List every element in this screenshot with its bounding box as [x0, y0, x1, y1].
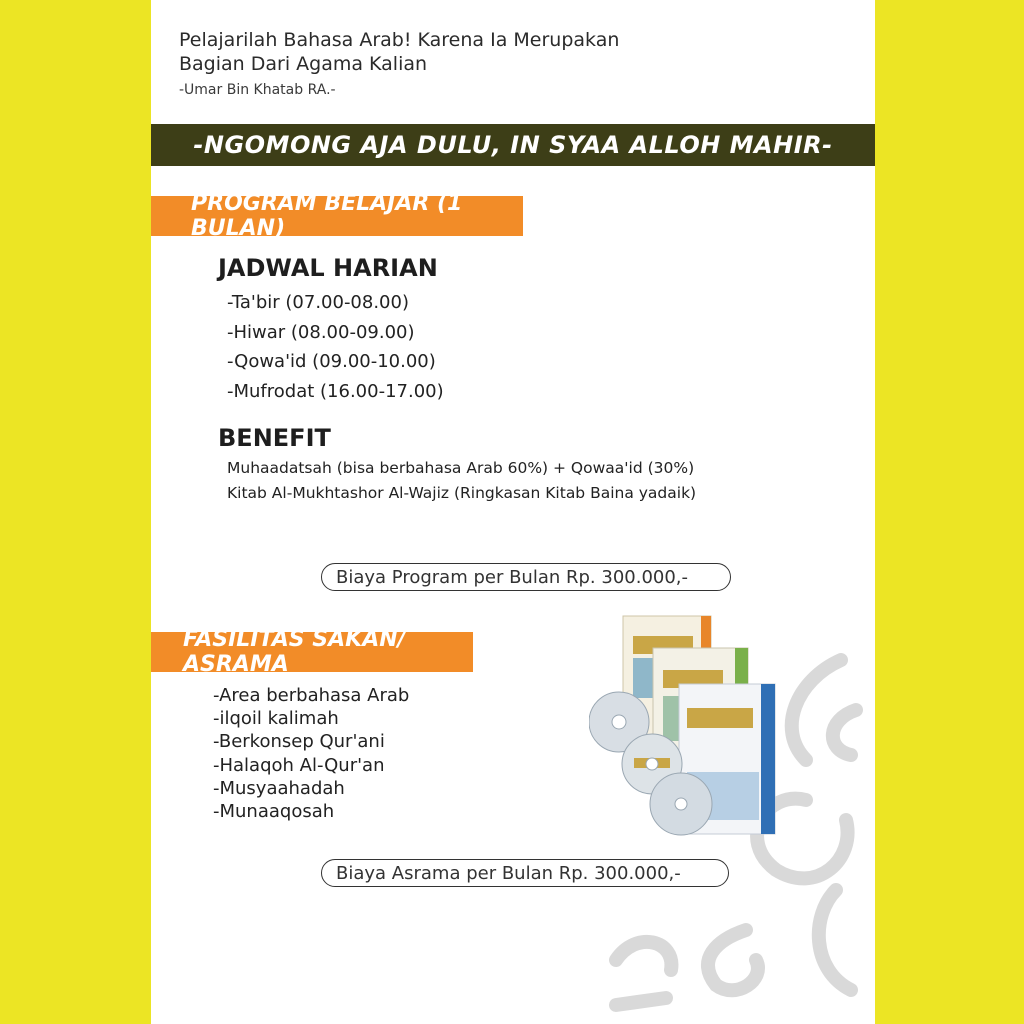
jadwal-item: -Mufrodat (16.00-17.00): [227, 380, 444, 402]
jadwal-item: -Ta'bir (07.00-08.00): [227, 292, 409, 313]
book-set-image: [589, 612, 779, 838]
asrama-label: FASILITAS SAKAN/ ASRAMA: [151, 632, 473, 672]
jadwal-title: JADWAL HARIAN: [218, 254, 438, 282]
facility-item: -Berkonsep Qur'ani: [213, 731, 385, 753]
program-price-pill: Biaya Program per Bulan Rp. 300.000,-: [321, 563, 731, 591]
facility-item: -Area berbahasa Arab: [213, 685, 410, 706]
motto-banner: -NGOMONG AJA DULU, IN SYAA ALLOH MAHIR-: [151, 124, 875, 166]
poster-sheet: [151, 0, 875, 1024]
facility-item: -Munaaqosah: [213, 800, 335, 822]
quote-line-2: Bagian Dari Agama Kalian: [179, 53, 428, 75]
jadwal-list: [227, 288, 444, 406]
benefit-item: Muhaadatsah (bisa berbahasa Arab 60%) + Qowaa'id (30%): [227, 459, 695, 477]
asrama-price-pill: Biaya Asrama per Bulan Rp. 300.000,-: [321, 859, 729, 887]
jadwal-item: -Hiwar (08.00-09.00): [227, 321, 415, 343]
benefit-item: Kitab Al-Mukhtashor Al-Wajiz (Ringkasan Kitab Baina yadaik): [227, 484, 697, 502]
facility-item: -ilqoil kalimah: [213, 708, 339, 730]
facility-item: -Halaqoh Al-Qur'an: [213, 754, 385, 776]
quote-line-1: Pelajarilah Bahasa Arab! Karena Ia Merupakan: [179, 29, 620, 51]
jadwal-item: -Qowa'id (09.00-10.00): [227, 351, 436, 372]
quote-block: [179, 28, 619, 98]
benefit-list: [227, 456, 696, 506]
program-label: PROGRAM BELAJAR (1 BULAN): [151, 196, 523, 236]
benefit-title: BENEFIT: [218, 424, 331, 452]
quote-author: -Umar Bin Khatab RA.-: [179, 82, 336, 98]
asrama-facilities-list: [213, 684, 409, 823]
facility-item: -Musyaahadah: [213, 777, 345, 799]
